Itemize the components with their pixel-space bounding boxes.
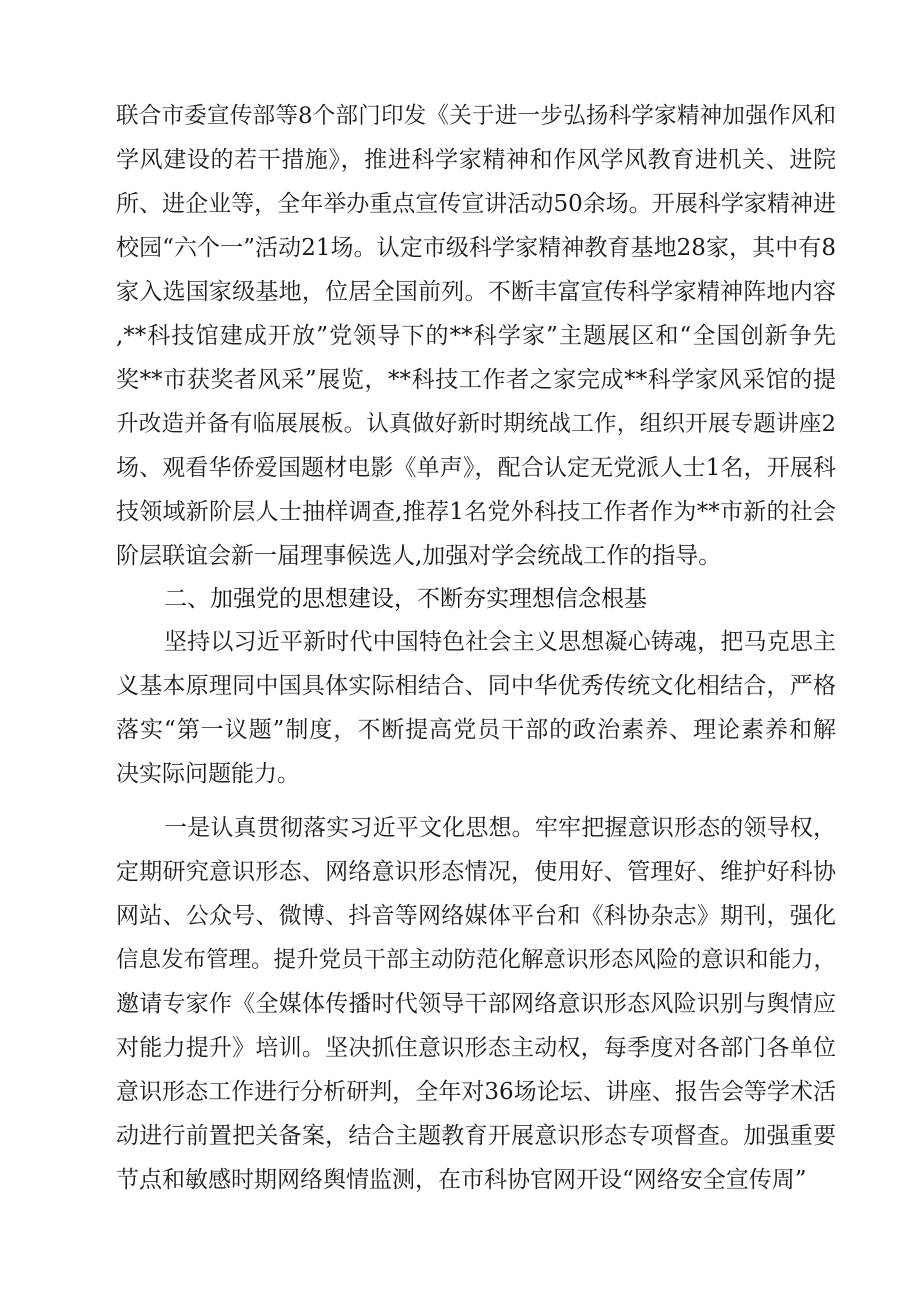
body-text-line: 网站、公众号、微博、抖音等网络媒体平台和《科协杂志》期刊，强化 xyxy=(116,903,836,929)
body-text-line: 义基本原理同中国具体实际相结合、同中华优秀传统文化相结合，严格 xyxy=(116,673,836,699)
body-text-line: 一是认真贯彻落实习近平文化思想。牢牢把握意识形态的领导权， xyxy=(164,815,836,841)
section-heading: 二、加强党的思想建设，不断夯实理想信念根基 xyxy=(164,586,647,612)
body-text-line: 场、观看华侨爱国题材电影《单声》，配合认定无党派人士1名，开展科 xyxy=(116,455,836,481)
body-text-line: 信息发布管理。提升党员干部主动防范化解意识形态风险的意识和能力， xyxy=(116,947,837,973)
body-text-line: 升改造并备有临展展板。认真做好新时期统战工作，组织开展专题讲座2 xyxy=(116,411,836,437)
body-text-line: 节点和敏感时期网络舆情监测，在市科协官网开设“网络安全宣传周” xyxy=(116,1167,807,1193)
body-text-line: 学风建设的若干措施》，推进科学家精神和作风学风教育进机关、进院 xyxy=(116,147,836,173)
body-text-line: ,**科技馆建成开放”党领导下的**科学家”主题展区和“全国创新争先 xyxy=(116,323,836,349)
body-text-line: 坚持以习近平新时代中国特色社会主义思想凝心铸魂，把马克思主 xyxy=(164,629,836,655)
body-text-line: 阶层联谊会新一届理事候选人,加强对学会统战工作的指导。 xyxy=(116,543,722,569)
body-text-line: 联合市委宣传部等8个部门印发《关于进一步弘扬科学家精神加强作风和 xyxy=(116,103,836,129)
body-text-line: 校园“六个一”活动21场。认定市级科学家精神教育基地28家，其中有8 xyxy=(116,235,836,261)
body-text-line: 奖**市获奖者风采”展览，**科技工作者之家完成**科学家风采馆的提 xyxy=(116,367,836,393)
body-text-line: 所、进企业等，全年举办重点宣传宣讲活动50余场。开展科学家精神进 xyxy=(116,191,836,217)
body-text-line: 意识形态工作进行分析研判，全年对36场论坛、讲座、报告会等学术活 xyxy=(116,1079,836,1105)
body-text-line: 邀请专家作《全媒体传播时代领导干部网络意识形态风险识别与舆情应 xyxy=(116,991,836,1017)
body-text-line: 落实“第一议题”制度，不断提高党员干部的政治素养、理论素养和解 xyxy=(116,717,836,743)
body-text-line: 决实际问题能力。 xyxy=(116,761,300,787)
body-text-line: 家入选国家级基地，位居全国前列。不断丰富宣传科学家精神阵地内容 xyxy=(116,279,836,305)
body-text-line: 技领域新阶层人士抽样调查,推荐1名党外科技工作者作为**市新的社会 xyxy=(116,499,836,525)
body-text-line: 对能力提升》培训。坚决抓住意识形态主动权，每季度对各部门各单位 xyxy=(116,1035,836,1061)
body-text-line: 动进行前置把关备案，结合主题教育开展意识形态专项督查。加强重要 xyxy=(116,1123,836,1149)
body-text-line: 定期研究意识形态、网络意识形态情况，使用好、管理好、维护好科协 xyxy=(116,859,836,885)
